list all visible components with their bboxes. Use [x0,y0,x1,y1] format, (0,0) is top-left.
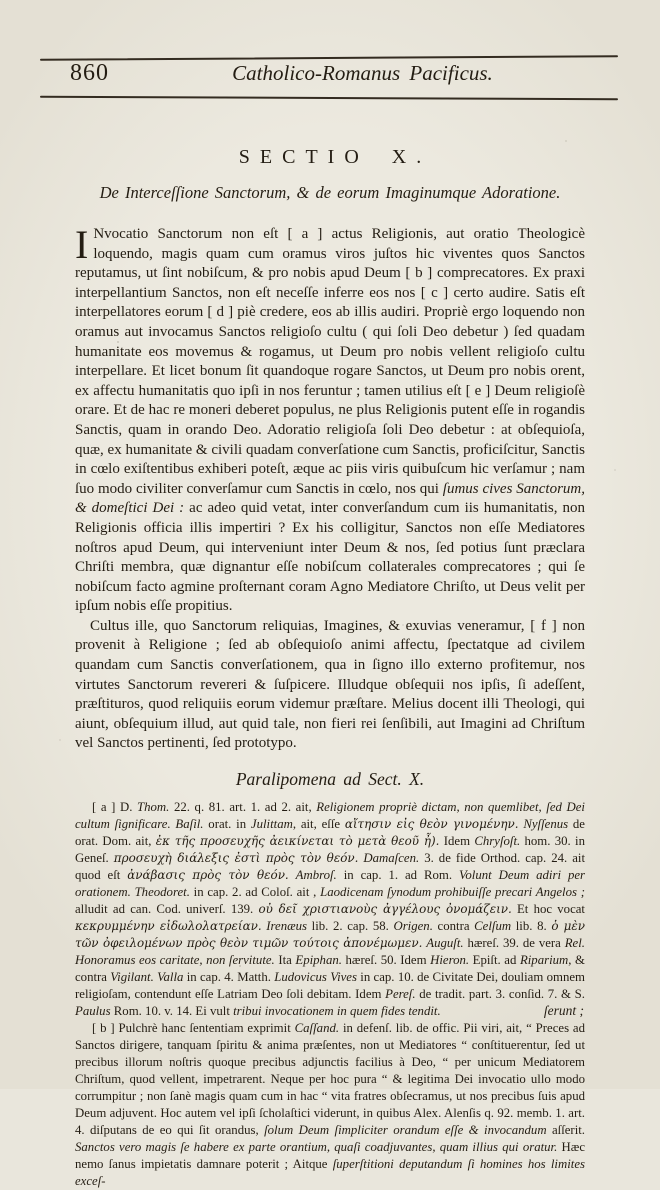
italic-text-run: Epiphan. [295,953,342,968]
body-text [75,222,585,754]
italic-text-run: Theodoret. [134,885,190,900]
text-run: [ b ] Pulchrè hanc ſententiam exprimit [92,1021,295,1036]
text-run: in cap. 10. de Civitate Dei, douliam omnem religioſam, contendunt eſſe Latriam Deo ſoli debitam. Idem [75,970,585,1002]
running-title: Catholico-Romanus Pacificus. [232,61,493,85]
italic-text-run: tribui invocationem in quem fides tendit. [233,1004,441,1019]
greek-text-run: ὁ μὲν τῶν ὀφειλομένων πρὸς θεὸν τιμῶν τούτοις ἀπονέμωμεν. [75,919,586,951]
italic-text-run: Chryſoſt. [474,834,521,849]
section-heading: SECTIO X. [238,146,432,168]
text-run: aſſerit. [546,1123,586,1138]
italic-text-run: ſolum Deum ſimpliciter orandum eſſe & invocandum [264,1123,547,1138]
text-run: Et hoc vocat [511,902,585,917]
italic-text-run: Volunt Deum adiri per orationem. [75,868,586,900]
drop-cap: I [75,222,89,267]
body-paragraph [75,222,585,617]
text-run: , & contra [75,953,586,985]
italic-text-run: ſumus cives Sanctorum, & domeſtici Dei : [75,480,585,517]
section-subtitle: De Interceſſione Sanctorum, & de eorum Imaginumque Adoratione. [99,183,561,202]
greek-text-run: ἐκ τῆς προσευχῆς ἀεικίνεται τὸ μετὰ θεοῦ ἦ). [155,834,440,849]
text-run: contra [432,919,475,934]
italic-text-run: Origen. [393,919,433,934]
italic-text-run: Irenæus [266,919,308,934]
italic-text-run: Laodicenam ſynodum prohibuiſſe precari Angelos ; [320,885,585,900]
italic-text-run: ſuperſtitioni deputandum ſi homines hos limites exceſ- [75,1157,585,1189]
text-run: in cap. 4. Matth. [183,970,275,985]
italic-text-run: Valla [157,970,184,985]
text-run: orat. in [203,817,251,832]
text-run: lib. 8. [511,919,552,934]
paralipomena-heading: Paralipomena ad Sect. X. [235,769,425,790]
italic-text-run: Thom. [137,800,170,815]
text-run: hæreſ. 39. de vera [463,936,565,951]
greek-text-run: κεκρυμμένην εἰδωλολατρείαν. [75,919,262,934]
text-run: Rom. 10. v. 14. Ei vult [110,1004,234,1019]
paralipomena-notes [75,799,585,1190]
text-run: ac adeo quid vetat, inter converſandum cum iis humanitatis, non Religionis officia illis impertiri ? Ex his colligitur, Sanctos non eſſe Mediatores noſtros apud Deum, qui interveniunt inter Deum & nos, ſed potius ſunt præclara Chriſti membra, quæ dignantur eſſe nobiſcum collaterales comprecatores ; qui ſe nobiſcum facto agmine proſternant coram Agno Mediatore Chriſto, ut Deus velit per ipſum nobis eſſe propitius. [75,500,585,615]
text-run: [ a ] D. [92,800,138,815]
text-run: alludit ad can. Cod. univerſ. 139. [75,902,259,917]
header-rule-top [40,55,618,61]
page-content [75,146,585,1190]
text-run: de orat. Dom. ait, [75,817,585,849]
text-run: Ita [274,953,296,968]
italic-text-run: Riparium [519,953,569,968]
text-run: hom. 30. in Geneſ. [75,834,585,866]
text-run: in cap. 1. ad Rom. [336,868,460,883]
text-run: Epiſt. ad [469,953,520,968]
italic-text-run: Vigilant. [110,970,154,985]
text-run: hæreſ. 50. Idem [341,953,431,968]
italic-text-run: Ludovicus Vives [274,970,357,985]
italic-text-run: Julittam [250,817,293,832]
italic-text-run: Hieron. [430,953,470,968]
paralipomena-note [75,1020,585,1190]
italic-text-run: Religionem propriè dictam, non quemlibet, ſed Dei cultum ſignificare. [75,800,585,832]
text-run: 3. de fide Orthod. cap. 24. ait quod eſt [75,851,585,883]
italic-text-run: Baſil. [175,817,204,832]
italic-text-run: Damaſcen. [363,851,420,866]
greek-text-run: ἀνάβασις πρὸς τὸν θεόν. [127,868,289,883]
italic-text-run: Auguſt. [426,936,464,951]
text-run: 22. q. 81. art. 1. ad 2. ait, [169,800,317,815]
text-run: lib. 2. cap. 58. [307,919,394,934]
italic-text-run: Pereſ. [385,987,416,1002]
italic-text-run: Paulus [75,1004,111,1019]
text-run: de tradit. part. 3. conſid. 7. & S. [415,987,585,1002]
page-number: 860 [70,60,109,86]
paralipomena-note [75,799,585,1020]
text-run: in defenſ. lib. de offic. Pii viri, ait, “ Preces ad Sanctos dirigere, tanquam ſpiritu & anima præſentes, non ut Mediatores “ conſtituerentur, ſed ut precibus illorum noſtris quoque precibus adjunctis facilius à Deo, “ per unicum Mediatorem Chriſtum, quod vellent, impetrarent. Neque per hoc pura “ & legitima Dei invocatio ullo modo corrumpitur ; non ſanè magis quam cum in hac “ vita fratres obſecramus, ut nos precibus ſuis apud Deum adjuvent. Hoc autem vel ipſi ſcholaſtici viderunt, in quibus Alex. Alenſis q. 92. memb. 1. art. 4. diſputans de eo qui ſit orandus, [75,1021,586,1138]
catchword: ſerunt ; [543,1003,584,1018]
text-run: Idem [439,834,475,849]
italic-text-run: Sanctos vero magis ſe habere ex parte orantium, quaſi coadjuvantes, quam illius qui oratur. [75,1140,558,1155]
body-paragraph [75,617,585,754]
text-run: in cap. 2. ad Coloſ. ait , [189,885,321,900]
italic-text-run: Rel. Honoramus eos caritate, non ſervitute. [75,936,585,968]
text-run [289,868,296,882]
header-rule-bottom [40,96,618,101]
text-run: Hæc nemo ſanus impietatis damnare poterit ; Aitque [75,1140,585,1172]
italic-text-run: Caſſand. [294,1021,340,1036]
italic-text-run: Ambroſ. [295,868,337,883]
greek-text-run: αἴτησιν εἰς θεὸν γινομένην. [344,817,519,832]
text-run: Nvocatio Sanctorum non eſt [ a ] actus Religionis, aut oratio Theologicè loquendo, magis quam cum oramus viros juſtos hic viventes quos Sanctos reputamus, ut ſint nobiſcum, & pro nobis apud Deum [ b ] comprecatores. Ex praxi interpellantium Sanctos, non eſt neceſſe inferre eos nos [ c ] certo audire. Satis eſt interpellatores eorum [ d ] piè credere, eos ab illis audiri. Propriè ergo loquendo non oramus aut invocamus Sanctos religioſo cultu ( qui ſoli Deo debetur ) ſed quadam humanitate eos movemus & rogamus, ut Deum pro nobis vellent religioſo cultu interpellare. Et licet bonum ſit quandoque rogare Sanctos, ut Deum pro nobis orent, ex affectu humanitatis quo ipſi in nos feruntur ; tamen utilius eſt [ e ] Deum religioſè orare. Et de hac re moneri deberet populus, ne plus Religionis putent eſſe in rogandis Sanctis, quam in orando Deo. Adoratio religioſa ſoli Deo debetur : at obſequioſa, quæ, ex humanitate & civili quadam converſatione cum Sanctis, proficiſcitur, Sanctis in cœlo exiſtentibus exhiberi poteſt, æque ac piis viris quibuſcum hic verſamur ; nam ſuo modo civiliter converſamur cum Sanctis in cœlo, nos qui [75,226,585,497]
text-run: , ait, eſſe [292,817,345,832]
greek-text-run: οὐ δεῖ χριστιανοὺς ἀγγέλους ὀνομάζειν. [258,902,512,917]
italic-text-run: Celſum [474,919,512,934]
text-run: Cultus ille, quo Sanctorum reliquias, Imagines, & exuvias veneramur, [ f ] non provenit à Religione ; ſed ab obſequioſo animi affectu, ſpectatque ad civilem quandam cum Sanctis converſationem, qua in ſigno illo externo profitemur, nos virtutes Sanctorum revereri & ſuſpicere. Illudque obſequii nos ipſis, ſi adeſſent, præſtituros, quod reliquiis eorum videmur præſtare. Melius docent illi Theologi, qui aiunt, obſequium illud, aut quid tale, non fieri rei ſenſibili, aut Imagini ad Chriſtum vel Sanctos pertinenti, ſed prototypo. [75,617,585,752]
greek-text-run: προσευχὴ διάλεξις ἐστὶ πρὸς τὸν θεόν. [113,851,359,866]
italic-text-run: Nyſſenus [523,817,569,832]
